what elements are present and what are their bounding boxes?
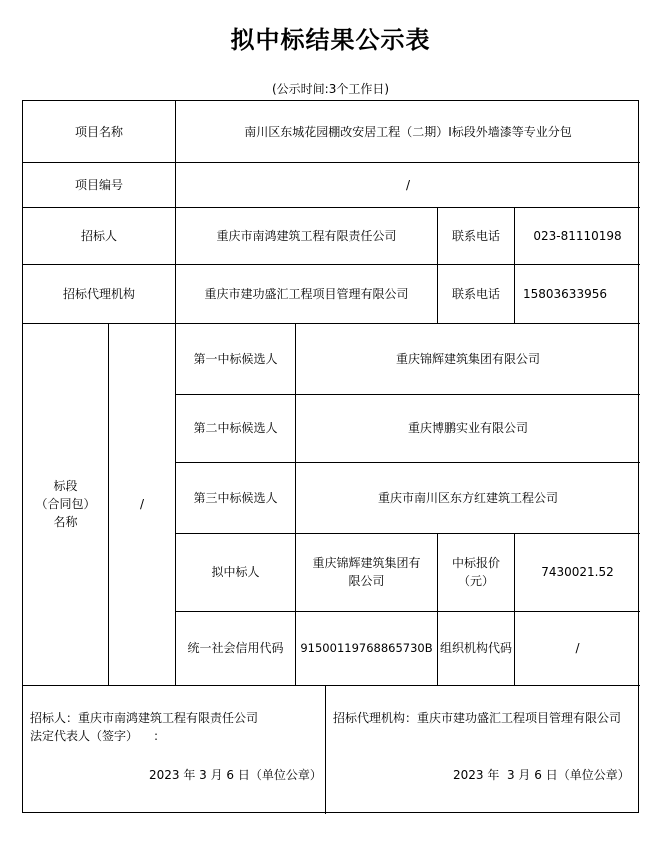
agency-value: 重庆市建功盛汇工程项目管理有限公司	[204, 286, 409, 301]
winner-value	[296, 533, 437, 611]
result-table	[22, 100, 639, 813]
second-candidate-value: 重庆博鹏实业有限公司	[407, 421, 528, 435]
section-label	[23, 323, 108, 685]
footer-right-date: 2023 年 3 月 6 日（单位公章）	[453, 768, 630, 782]
tenderer-value: 重庆市南鸿建筑工程有限责任公司	[216, 228, 397, 243]
price-label-line: 中标报价	[451, 556, 500, 570]
winner-label: 拟中标人	[211, 565, 260, 579]
second-candidate-label: 第二中标候选人	[193, 421, 278, 435]
col-divider	[325, 685, 326, 814]
footer-legal-rep: 法定代表人（签字） ：	[30, 729, 166, 743]
winner-value-line: 重庆锦辉建筑集团有	[312, 556, 421, 570]
tenderer-phone: 023-81110198	[533, 228, 622, 243]
project-no-value: /	[405, 177, 411, 192]
org-code-value: /	[575, 641, 580, 655]
agency-phone-label: 联系电话	[451, 286, 500, 301]
project-no-label: 项目编号	[74, 177, 123, 192]
section-label-line: 标段	[53, 479, 78, 493]
tenderer-phone-label: 联系电话	[451, 228, 500, 243]
page-title: 拟中标结果公示表	[230, 26, 431, 54]
price-label	[438, 533, 514, 611]
row-divider	[23, 685, 640, 686]
price-label-line: （元）	[457, 574, 494, 588]
project-name-value: 南川区东城花园棚改安居工程（二期）Ⅰ标段外墙漆等专业分包	[244, 124, 572, 139]
credit-code-value: 91500119768865730B	[300, 641, 433, 655]
footer-tenderer: 招标人：重庆市南鸿建筑工程有限责任公司	[30, 711, 259, 725]
section-label-line: （合同包）	[35, 497, 96, 511]
page-subtitle: (公示时间:3个工作日)	[271, 82, 390, 96]
agency-label: 招标代理机构	[62, 286, 135, 301]
section-label-line: 名称	[53, 515, 78, 529]
agency-phone: 15803633956	[523, 286, 607, 301]
footer-agency: 招标代理机构：重庆市建功盛汇工程项目管理有限公司	[333, 711, 622, 725]
org-code-label: 组织机构代码	[439, 641, 512, 655]
price-value: 7430021.52	[541, 565, 614, 579]
third-candidate-value: 重庆市南川区东方红建筑工程公司	[377, 490, 558, 505]
winner-value-line: 限公司	[348, 574, 385, 588]
section-value: /	[139, 497, 145, 511]
credit-code-label: 统一社会信用代码	[187, 641, 284, 655]
footer-left-date: 2023 年 3 月 6 日（单位公章）	[149, 768, 322, 782]
third-candidate-label: 第三中标候选人	[193, 490, 278, 505]
first-candidate-label: 第一中标候选人	[193, 351, 278, 366]
project-name-label: 项目名称	[74, 124, 123, 139]
first-candidate-value: 重庆锦辉建筑集团有限公司	[395, 351, 540, 366]
tenderer-label: 招标人	[80, 228, 117, 243]
